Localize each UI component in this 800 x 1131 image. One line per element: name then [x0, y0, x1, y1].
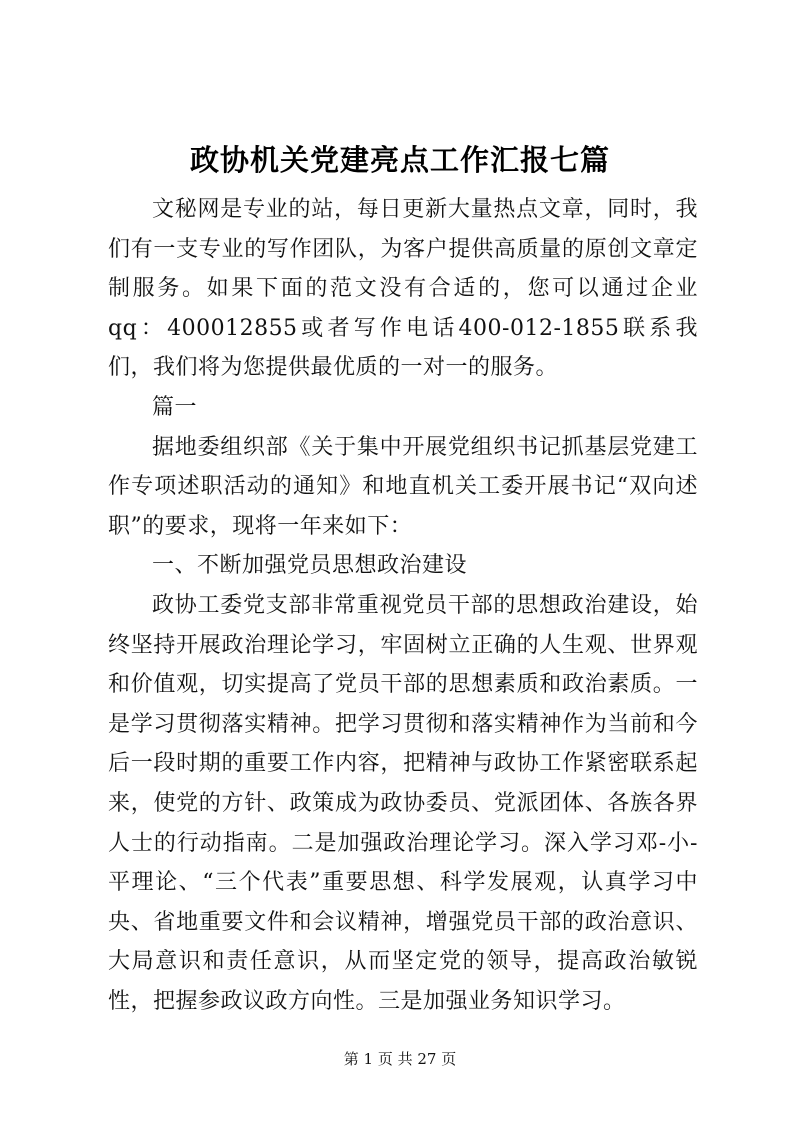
- body-paragraph: 政协工委党支部非常重视党员干部的思想政治建设，始终坚持开展政治理论学习，牢固树立正确的人生观、世界观和价值观，切实提高了党员干部的思想素质和政治素质。一是学习贯彻落实精神。把学习贯彻和落实精神作为当前和今后一段时期的重要工作内容，把精神与政协工作紧密联系起来，使党的方针、政策成为政协委员、党派团体、各族各界人士的行动指南。二是加强政治理论学习。深入学习邓-小-平理论、“三个代表”重要思想、科学发展观，认真学习中央、省地重要文件和会议精神，增强党员干部的政治意识、大局意识和责任意识，从而坚定党的领导，提高政治敏锐性，把握参政议政方向性。三是加强业务知识学习。: [108, 592, 698, 1014]
- section-heading: 一、不断加强党员思想政治建设: [152, 553, 468, 579]
- intro-paragraph: 文秘网是专业的站，每日更新大量热点文章，同时，我们有一支专业的写作团队，为客户提供高质量的原创文章定制服务。如果下面的范文没有合适的，您可以通过企业qq：400012855或者写作电话400-012-1855联系我们，我们将为您提供最优质的一对一的服务。: [108, 197, 698, 381]
- body-paragraph: 据地委组织部《关于集中开展党组织书记抓基层党建工作专项述职活动的通知》和地直机关工委开展书记“双向述职”的要求，现将一年来如下：: [108, 434, 698, 539]
- document-body: [108, 190, 698, 1021]
- page-number-footer: 第 1 页 共 27 页: [343, 1050, 457, 1068]
- section-label-part-one: 篇一: [152, 394, 198, 420]
- document-title: 政协机关党建亮点工作汇报七篇: [189, 143, 610, 177]
